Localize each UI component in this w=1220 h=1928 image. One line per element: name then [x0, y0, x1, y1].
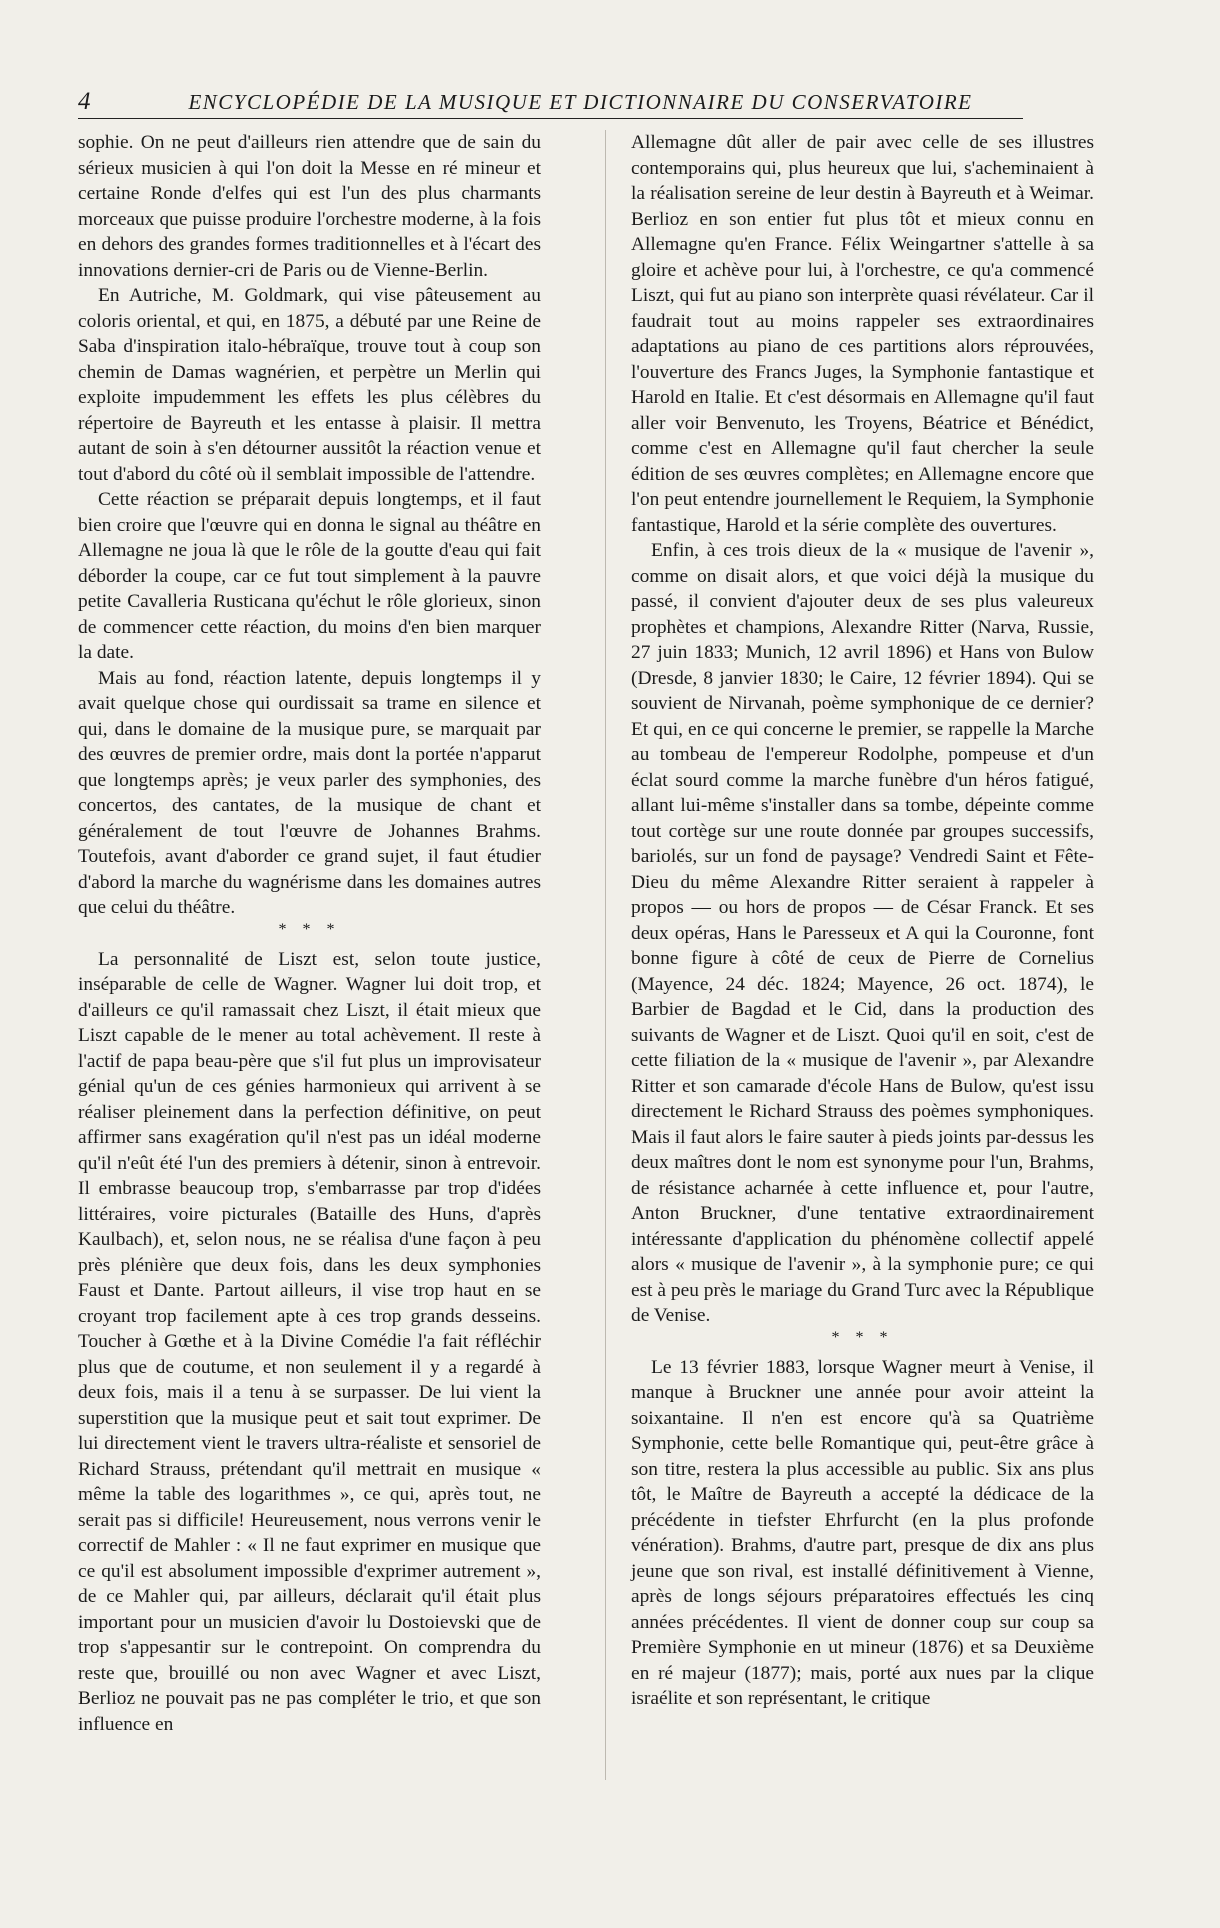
- paragraph: Le 13 février 1883, lorsque Wagner meurt à Venise, il manque à Bruckner une année pour avoir atteint la soixantaine. Il n'en est encore qu'à sa Quatrième Symphonie, cette belle Romantique qui, peut-être grâce à son titre, restera la plus accessible au public. Six ans plus tôt, le Maître de Bayreuth a accepté la dédicace de la précédente in tiefster Ehrfurcht (en la plus profonde vénération). Brahms, d'autre part, presque de dix ans plus jeune que son rival, est installé définitivement à Vienne, après de longs séjours préparatoires effectués les cinq années précédentes. Il vient de donner coup sur coup sa Première Symphonie en ut mineur (1876) et sa Deuxième en ré majeur (1877); mais, porté aux nues par la clique israélite et son représentant, le critique: [631, 1356, 1094, 1709]
- column-divider: [605, 130, 606, 1780]
- section-separator: * * *: [831, 1328, 894, 1346]
- paragraph: sophie. On ne peut d'ailleurs rien attendre que de sain du sérieux musicien à qui l'on doit la Messe en ré mineur et certaine Ronde d'elfes qui est l'un des plus charmants morceaux que puisse produire l'orchestre moderne, à la fois en dehors des grandes formes traditionnelles et à l'écart des innovations dernier-cri de Paris ou de Vienne-Berlin.: [78, 132, 541, 281]
- page-number: 4: [78, 88, 91, 115]
- running-title: ENCYCLOPÉDIE DE LA MUSIQUE ET DICTIONNAIRE DU CONSERVATOIRE: [188, 90, 973, 114]
- paragraph: En Autriche, M. Goldmark, qui vise pâteusement au coloris oriental, et qui, en 1875, a débuté par une Reine de Saba d'inspiration italo-hébraïque, trouve tout à coup son chemin de Damas wagnérien, et perpètre un Merlin qui exploite impudemment les effets les plus célèbres du répertoire de Bayreuth et les entasse à plaisir. Il mettra autant de soin à s'en détourner aussitôt la réaction venue et tout d'abord du côté où il semblait impossible de l'attendre.: [78, 285, 541, 485]
- paragraph: Mais au fond, réaction latente, depuis longtemps il y avait quelque chose qui ourdissait sa trame en silence et qui, dans le domaine de la musique pure, se marquait par des œuvres de premier ordre, mais dont la portée n'apparut que longtemps après; je veux parler des symphonies, des concertos, des cantates, de la musique de chant et généralement de tout l'œuvre de Johannes Brahms. Toutefois, avant d'aborder ce grand sujet, il faut étudier d'abord la marche du wagnérisme dans les domaines autres que celui du théâtre.: [78, 667, 541, 918]
- paragraph: Cette réaction se préparait depuis longtemps, et il faut bien croire que l'œuvre qui en donna le signal au théâtre en Allemagne ne joua là que le rôle de la goutte d'eau qui fait déborder la coupe, car ce fut tout simplement à la pauvre petite Cavalleria Rusticana qu'échut le rôle glorieux, sinon de commencer cette réaction, du moins d'en bien marquer la date.: [78, 489, 541, 663]
- left-column: [78, 130, 541, 1737]
- page-header: [78, 88, 1023, 119]
- section-separator: * * *: [278, 920, 341, 938]
- paragraph: Enfin, à ces trois dieux de la « musique de l'avenir », comme on disait alors, et que voici déjà la musique du passé, il convient d'ajouter deux de ses plus valeureux prophètes et champions, Alexandre Ritter (Narva, Russie, 27 juin 1833; Munich, 12 avril 1896) et Hans von Bulow (Dresde, 8 janvier 1830; le Caire, 12 février 1894). Qui se souvient de Nirvanah, poème symphonique de ce dernier? Et qui, en ce qui concerne le premier, se rappelle la Marche au tombeau de l'empereur Rodolphe, pompeuse et d'un éclat sourd comme la marche funèbre d'un héros fatigué, allant lui-même s'installer dans sa tombe, dépeinte comme tout cortège sur une route donnée par groupes successifs, bariolés, sur un fond de paysage? Vendredi Saint et Fête-Dieu du même Alexandre Ritter seraient à rappeler à propos — ou hors de propos — de César Franck. Et ses deux opéras, Hans le Paresseux et A qui la Couronne, font bonne figure à côté de ceux de Pierre de Cornelius (Mayence, 24 déc. 1824; Mayence, 26 oct. 1874), le Barbier de Bagdad et le Cid, dans la production des suivants de Wagner et de Liszt. Quoi qu'il en soit, c'est de cette filiation de la « musique de l'avenir », par Alexandre Ritter et son camarade d'école Hans de Bulow, qu'est issu directement le Richard Strauss des poèmes symphoniques. Mais il faut alors le faire sauter à pieds joints par-dessus les deux maîtres dont le nom est synonyme pour l'un, Brahms, de résistance acharnée à cette influence et, pour l'autre, Anton Bruckner, d'une tentative extraordinairement intéressante d'application du phénomène collectif appelé alors « musique de l'avenir », à la symphonie pure; ce qui est à peu près le mariage du Grand Turc avec la République de Venise.: [631, 540, 1094, 1326]
- paragraph: Allemagne dût aller de pair avec celle de ses illustres contemporains qui, plus heureux que lui, s'acheminaient à la réalisation sereine de leur destin à Bayreuth et à Weimar. Berlioz en son entier fut plus tôt et mieux connu en Allemagne qu'en France. Félix Weingartner s'attelle à sa gloire et achève pour lui, à l'orchestre, ce qu'a commencé Liszt, qui fut au piano son interprète quasi révélateur. Car il faudrait tout au moins rappeler ses extraordinaires adaptations au piano de ces partitions alors réprouvées, l'ouverture des Francs Juges, la Symphonie fantastique et Harold en Italie. Et c'est désormais en Allemagne qu'il faut aller voir Benvenuto, les Troyens, Béatrice et Bénédict, comme c'est en Allemagne qu'il faut chercher la seule édition de ses œuvres complètes; en Allemagne encore que l'on peut entendre journellement le Requiem, la Symphonie fantastique, Harold et la série complète des ouvertures.: [631, 132, 1094, 536]
- paragraph: La personnalité de Liszt est, selon toute justice, inséparable de celle de Wagner. Wagner lui doit trop, et d'ailleurs ce qu'il ramassait chez Liszt, il était mieux que Liszt capable de le mener au total achèvement. Il reste à l'actif de papa beau-père que s'il fut plus un improvisateur génial qu'un de ces génies harmonieux qui arrivent à se réaliser pleinement dans la perfection définitive, on peut affirmer sans exagération qu'il n'est pas un idéal moderne qu'il n'eût été l'un des premiers à détenir, sinon à entrevoir. Il embrasse beaucoup trop, s'embarrasse par trop d'idées littéraires, voire picturales (Bataille des Huns, d'après Kaulbach), et, selon nous, ne se réalisa d'une façon à peu près plénière que deux fois, dans les deux symphonies Faust et Dante. Partout ailleurs, il vise trop haut en se croyant trop facilement apte à ces trop grands desseins. Toucher à Gœthe et à la Divine Comédie l'a fait réfléchir plus que de coutume, et non seulement il y a regardé à deux fois, mais il a tenu à se surpasser. De lui vient la superstition que la musique peut et sait tout exprimer. De lui directement vient le travers ultra-réaliste et sensoriel de Richard Strauss, prétendant qu'il mettrait en musique « même la table des logarithmes », ce qui, après tout, ne serait pas si difficile! Heureusement, nous verrons venir le correctif de Mahler : « Il ne faut exprimer en musique que ce qu'il est absolument impossible d'exprimer autrement », de ce Mahler qui, par ailleurs, déclarait qu'il était plus important pour un musicien d'avoir lu Dostoievski que de trop s'appesantir sur le contrepoint. On comprendra du reste que, brouillé ou non avec Wagner et avec Liszt, Berlioz ne pouvait pas ne pas compléter le trio, et que son influence en: [78, 948, 541, 1735]
- right-column: [631, 130, 1094, 1712]
